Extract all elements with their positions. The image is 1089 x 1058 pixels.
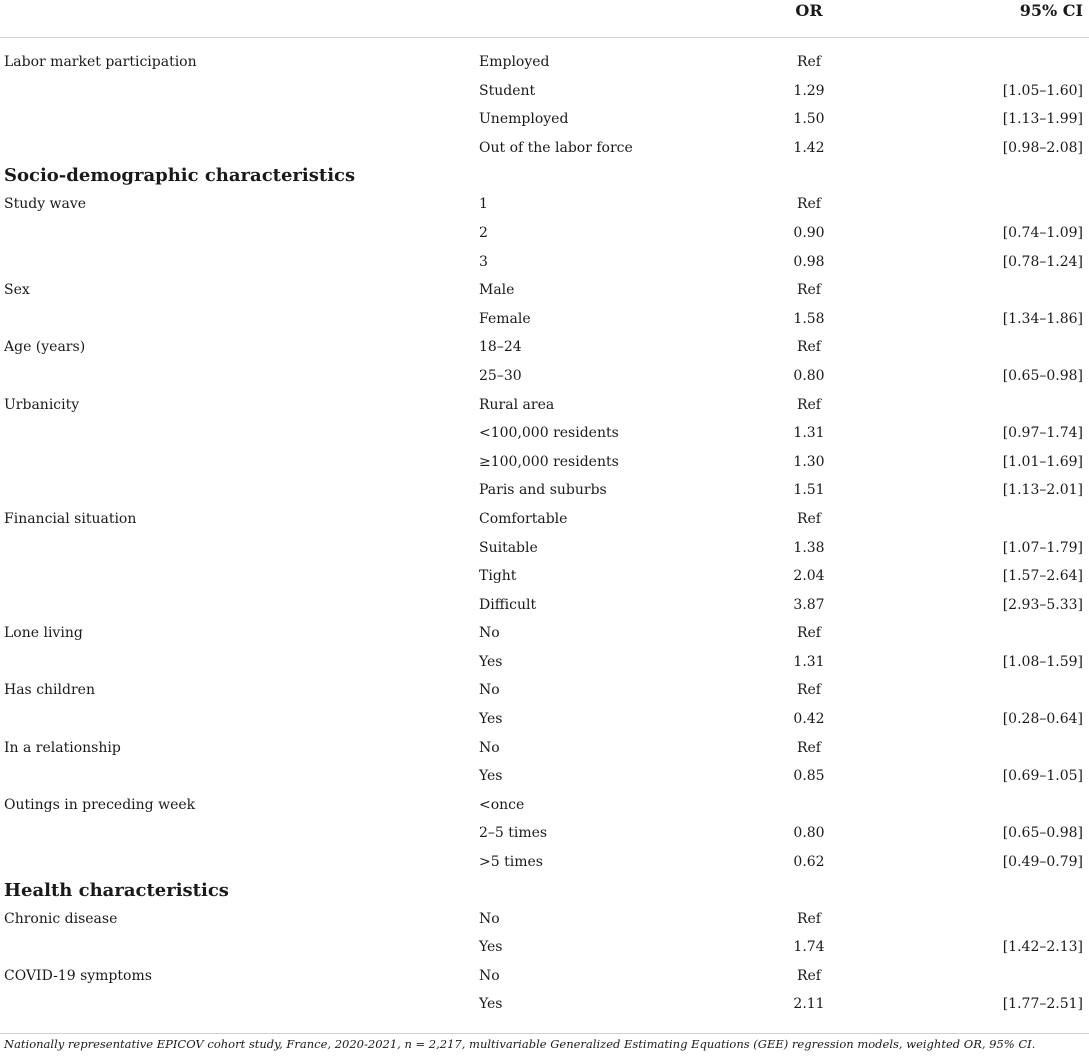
table-row <box>0 762 1089 791</box>
level-cell: Rural area <box>479 396 555 413</box>
level-cell: No <box>479 910 500 927</box>
or-cell: Ref <box>796 510 821 527</box>
or-cell: Ref <box>796 339 821 356</box>
variable-cell <box>0 219 479 248</box>
or-cell: Ref <box>796 910 821 927</box>
level-cell: Suitable <box>479 539 538 556</box>
variable-cell: Labor market participation <box>4 54 197 70</box>
level-cell: No <box>479 625 500 642</box>
table-row <box>0 990 1089 1033</box>
ci-cell: [2.93–5.33] <box>1002 596 1083 613</box>
or-cell: 1.42 <box>793 139 825 156</box>
or-cell: 1.50 <box>793 111 825 128</box>
variable-cell <box>0 362 479 391</box>
level-cell: No <box>479 739 500 756</box>
or-cell: Ref <box>796 54 821 70</box>
level-cell: 25–30 <box>479 367 522 384</box>
or-cell: 0.90 <box>793 224 825 241</box>
table-row <box>0 591 1089 620</box>
table-body <box>0 38 1089 1034</box>
variable-cell <box>0 476 479 505</box>
ci-cell <box>849 676 1089 705</box>
variable-cell <box>0 419 479 448</box>
table-row <box>0 619 1089 648</box>
table-row <box>0 562 1089 591</box>
or-cell: 1.31 <box>793 653 825 670</box>
ci-cell <box>849 391 1089 420</box>
ci-cell: [1.13–2.01] <box>1002 482 1083 499</box>
ci-cell: [1.07–1.79] <box>1002 539 1083 556</box>
ci-cell: [1.77–2.51] <box>849 990 1089 1033</box>
or-cell <box>769 791 849 820</box>
level-cell: >5 times <box>479 854 543 871</box>
table-row <box>0 848 1089 877</box>
ci-cell: [1.57–2.64] <box>1002 568 1083 585</box>
header-variable <box>0 0 479 38</box>
level-cell: Paris and suburbs <box>479 482 607 499</box>
ci-cell: [1.01–1.69] <box>1002 453 1083 470</box>
or-cell: 0.80 <box>793 825 825 842</box>
or-cell: 0.85 <box>793 768 825 785</box>
level-cell: 2 <box>479 224 488 241</box>
table-row <box>0 505 1089 534</box>
variable-cell <box>0 248 479 277</box>
table-row <box>0 419 1089 448</box>
level-cell: 18–24 <box>479 339 522 356</box>
level-cell: Yes <box>479 711 503 728</box>
variable-cell <box>0 105 479 134</box>
variable-cell <box>0 819 479 848</box>
or-cell: 1.38 <box>793 539 825 556</box>
variable-cell: In a relationship <box>4 739 121 756</box>
table-row <box>0 134 1089 163</box>
table-row <box>0 190 1089 219</box>
variable-cell: Lone living <box>4 625 83 642</box>
ci-cell <box>849 619 1089 648</box>
level-cell: <100,000 residents <box>479 425 619 442</box>
or-cell: 1.58 <box>793 310 825 327</box>
or-cell: 1.31 <box>793 425 825 442</box>
ci-cell: [1.05–1.60] <box>1002 82 1083 99</box>
or-cell: 0.98 <box>793 253 825 270</box>
section-title: Health characteristics <box>4 879 229 901</box>
level-cell: Yes <box>479 653 503 670</box>
or-cell: Ref <box>796 739 821 756</box>
ci-cell <box>849 962 1089 991</box>
or-cell: 1.29 <box>793 82 825 99</box>
ci-cell <box>849 905 1089 934</box>
section-title: Socio-demographic characteristics <box>4 165 356 187</box>
ci-cell <box>849 190 1089 219</box>
ci-cell <box>849 333 1089 362</box>
or-cell: 2.11 <box>769 990 849 1033</box>
variable-cell: Sex <box>4 282 30 299</box>
table-row <box>0 905 1089 934</box>
level-cell: 3 <box>479 253 488 270</box>
ci-cell: [0.98–2.08] <box>1002 139 1083 156</box>
table-row <box>0 105 1089 134</box>
variable-cell <box>0 933 479 962</box>
or-cell: 2.04 <box>793 568 825 585</box>
variable-cell: Has children <box>4 682 95 699</box>
table-row <box>0 705 1089 734</box>
ci-cell: [0.69–1.05] <box>1002 768 1083 785</box>
variable-cell: Age (years) <box>4 339 86 356</box>
or-cell: Ref <box>796 625 821 642</box>
level-cell: Unemployed <box>479 111 569 128</box>
level-cell: 1 <box>479 196 488 213</box>
variable-cell <box>0 134 479 163</box>
or-cell: 1.74 <box>793 939 825 956</box>
or-cell: Ref <box>796 196 821 213</box>
header-row <box>0 0 1089 38</box>
variable-cell <box>0 534 479 563</box>
level-cell: No <box>479 682 500 699</box>
or-cell: Ref <box>796 967 821 984</box>
table-row <box>0 734 1089 763</box>
variable-cell <box>0 990 479 1033</box>
table-row <box>0 676 1089 705</box>
variable-cell <box>0 762 479 791</box>
or-cell: Ref <box>796 396 821 413</box>
ci-cell <box>849 734 1089 763</box>
or-cell: 0.42 <box>793 711 825 728</box>
variable-cell <box>0 448 479 477</box>
header-level <box>479 0 769 38</box>
level-cell: Student <box>479 82 536 99</box>
table-row <box>0 38 1089 77</box>
level-cell: Out of the labor force <box>479 139 633 156</box>
variable-cell: Chronic disease <box>4 910 118 927</box>
level-cell: Yes <box>479 768 503 785</box>
or-cell: 1.51 <box>793 482 825 499</box>
variable-cell <box>0 705 479 734</box>
level-cell: Difficult <box>479 596 537 613</box>
variable-cell <box>0 591 479 620</box>
table-row <box>0 476 1089 505</box>
table-row <box>0 791 1089 820</box>
or-cell: 0.62 <box>793 854 825 871</box>
ci-cell: [0.78–1.24] <box>1002 253 1083 270</box>
ci-cell: [1.34–1.86] <box>1002 310 1083 327</box>
variable-cell <box>0 305 479 334</box>
table-row <box>0 77 1089 106</box>
level-cell: Female <box>479 310 531 327</box>
table-header <box>0 0 1089 38</box>
header-or: OR <box>769 0 849 38</box>
section-header-row <box>0 162 1089 190</box>
variable-cell <box>0 848 479 877</box>
table-row <box>0 391 1089 420</box>
level-cell: Yes <box>479 939 503 956</box>
table-row <box>0 333 1089 362</box>
level-cell: Male <box>479 282 515 299</box>
ci-cell: [1.13–1.99] <box>1002 111 1083 128</box>
variable-cell: Financial situation <box>4 510 137 527</box>
ci-cell <box>849 38 1089 77</box>
table-row <box>0 219 1089 248</box>
ci-cell: [1.08–1.59] <box>1002 653 1083 670</box>
table-row <box>0 648 1089 677</box>
table-row <box>0 933 1089 962</box>
table-row <box>0 248 1089 277</box>
ci-cell: [0.49–0.79] <box>1002 854 1083 871</box>
ci-cell: [0.28–0.64] <box>1002 711 1083 728</box>
ci-cell <box>849 791 1089 820</box>
ci-cell: [0.65–0.98] <box>1002 367 1083 384</box>
level-cell: 2–5 times <box>479 825 548 842</box>
ci-cell: [0.74–1.09] <box>1002 224 1083 241</box>
variable-cell <box>0 562 479 591</box>
level-cell: Yes <box>479 990 769 1033</box>
level-cell: <once <box>479 796 525 813</box>
variable-cell: Urbanicity <box>4 396 80 413</box>
header-ci: 95% CI <box>849 0 1089 38</box>
table-row <box>0 448 1089 477</box>
variable-cell: Study wave <box>4 196 87 213</box>
table-row <box>0 819 1089 848</box>
or-cell: 3.87 <box>793 596 825 613</box>
variable-cell: Outings in preceding week <box>4 796 196 813</box>
variable-cell <box>0 77 479 106</box>
or-cell: 1.30 <box>793 453 825 470</box>
table-row <box>0 534 1089 563</box>
table-row <box>0 276 1089 305</box>
variable-cell <box>0 648 479 677</box>
level-cell: Comfortable <box>479 510 568 527</box>
table-row <box>0 362 1089 391</box>
ci-cell <box>849 276 1089 305</box>
ci-cell: [1.42–2.13] <box>1002 939 1083 956</box>
or-cell: 0.80 <box>793 367 825 384</box>
section-header-row <box>0 877 1089 905</box>
level-cell: Tight <box>479 568 517 585</box>
level-cell: Employed <box>479 54 550 70</box>
table-row <box>0 962 1089 991</box>
level-cell: No <box>479 967 500 984</box>
ci-cell: [0.97–1.74] <box>1002 425 1083 442</box>
level-cell: ≥100,000 residents <box>479 453 619 470</box>
or-cell: Ref <box>796 282 821 299</box>
or-cell: Ref <box>796 682 821 699</box>
table-row <box>0 305 1089 334</box>
variable-cell: COVID-19 symptoms <box>4 967 152 984</box>
ci-cell <box>849 505 1089 534</box>
table-footnote: Nationally representative EPICOV cohort study, France, 2020-2021, n = 2,217, multivariable Generalized Estimating Equations (GEE) regression models, weighted OR, 95% CI. <box>4 1037 1036 1051</box>
ci-cell: [0.65–0.98] <box>1002 825 1083 842</box>
